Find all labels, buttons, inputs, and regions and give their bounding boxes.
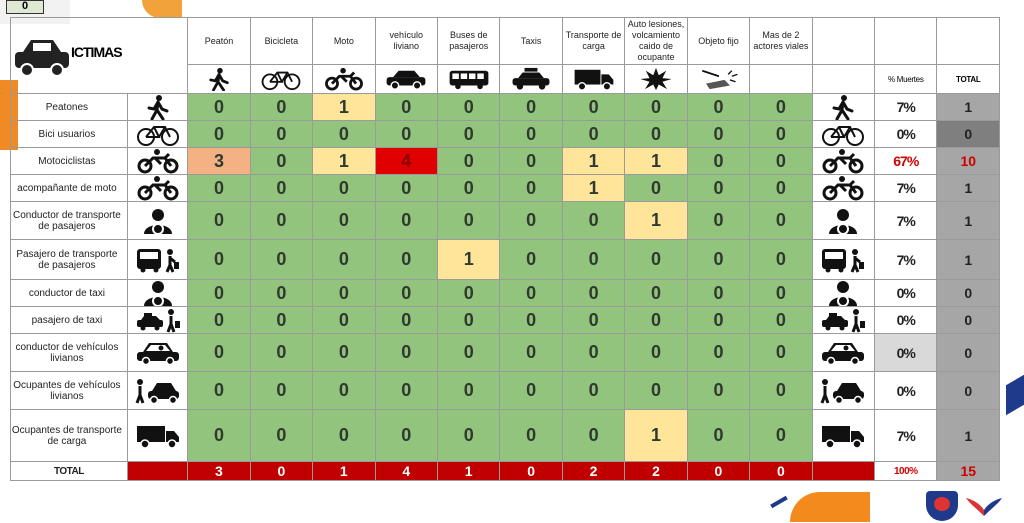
totals-blank: [127, 462, 187, 481]
matrix-cell: 0: [250, 240, 312, 280]
matrix-cell: 0: [687, 410, 749, 462]
matrix-cell: 0: [188, 175, 250, 202]
totals-blank: [812, 462, 874, 481]
car-occupants-icon: [135, 378, 181, 404]
matrix-cell: 0: [375, 175, 437, 202]
row-icon-cell: [127, 202, 187, 240]
column-total: 1: [313, 462, 375, 481]
row-label: conductor de taxi: [11, 280, 128, 307]
column-header-9: Mas de 2 actores viales: [750, 18, 812, 65]
row-icon-cell: [127, 240, 187, 280]
matrix-cell: 0: [250, 307, 312, 334]
motorcycle-icon: [135, 148, 181, 174]
column-total: 2: [625, 462, 687, 481]
matrix-cell: 0: [250, 410, 312, 462]
row-icon-cell: [812, 240, 874, 280]
row-label: Pasajero de transporte de pasajeros: [11, 240, 128, 280]
motorcycle-icon: [321, 67, 367, 91]
matrix-cell: 3: [188, 148, 250, 175]
row-label: Bici usuarios: [11, 121, 128, 148]
matrix-cell: 0: [313, 202, 375, 240]
column-icon-cell: [188, 65, 250, 94]
matrix-cell: 0: [500, 280, 562, 307]
table-row: [11, 280, 1000, 307]
pedestrian-icon: [135, 94, 181, 120]
column-icon-cell: [437, 65, 499, 94]
matrix-cell: 1: [562, 175, 624, 202]
bus-passenger-icon: [820, 247, 866, 273]
matrix-cell: 0: [687, 175, 749, 202]
row-icon-cell: [127, 372, 187, 410]
column-icon-cell: [750, 65, 812, 94]
matrix-cell: 0: [188, 307, 250, 334]
matrix-cell: 0: [375, 372, 437, 410]
matrix-cell: 0: [188, 202, 250, 240]
matrix-cell: 0: [188, 334, 250, 372]
matrix-cell: 0: [437, 94, 499, 121]
matrix-cell: 0: [750, 148, 812, 175]
row-total: 10: [937, 148, 1000, 175]
table-row: [11, 175, 1000, 202]
row-icon-cell: [812, 307, 874, 334]
motorcycle-icon: [135, 175, 181, 201]
matrix-cell: 0: [625, 240, 687, 280]
matrix-cell: 1: [313, 148, 375, 175]
total-header: TOTAL: [937, 65, 1000, 94]
corner-value: 0: [6, 0, 44, 14]
column-header-7: Auto lesiones, volcamiento caido de ocupante: [625, 18, 687, 65]
table-row: [11, 410, 1000, 462]
row-icon-cell: [812, 148, 874, 175]
driver-icon: [135, 280, 181, 306]
car-icon: [383, 67, 429, 91]
matrix-cell: 0: [562, 334, 624, 372]
matrix-cell: 0: [687, 202, 749, 240]
row-icon-cell: [812, 121, 874, 148]
column-header-0: Peatón: [188, 18, 250, 65]
death-percent: 0%: [875, 372, 937, 410]
matrix-cell: 0: [250, 94, 312, 121]
matrix-cell: 0: [188, 94, 250, 121]
bus-passenger-icon: [135, 247, 181, 273]
matrix-cell: 0: [250, 334, 312, 372]
column-icon-cell: [250, 65, 312, 94]
taxi-passenger-icon: [820, 307, 866, 333]
matrix-cell: 0: [562, 240, 624, 280]
matrix-cell: 0: [500, 202, 562, 240]
death-percent: 7%: [875, 202, 937, 240]
decor-blue-right: [1006, 375, 1024, 415]
matrix-cell: 0: [750, 334, 812, 372]
matrix-cell: 0: [313, 334, 375, 372]
matrix-cell: 0: [250, 121, 312, 148]
matrix-cell: 0: [375, 240, 437, 280]
column-icon-cell: [687, 65, 749, 94]
death-percent: 0%: [875, 307, 937, 334]
matrix-cell: 0: [750, 307, 812, 334]
death-percent: 0%: [875, 334, 937, 372]
matrix-cell: 0: [500, 307, 562, 334]
row-icon-cell: [812, 280, 874, 307]
matrix-cell: 0: [500, 372, 562, 410]
matrix-cell: 1: [562, 148, 624, 175]
column-total: 1: [437, 462, 499, 481]
column-total: 0: [750, 462, 812, 481]
column-total: 0: [687, 462, 749, 481]
row-label: Ocupantes de transporte de carga: [11, 410, 128, 462]
table-row: [11, 334, 1000, 372]
matrix-cell: 0: [562, 202, 624, 240]
matrix-cell: 0: [500, 121, 562, 148]
matrix-cell: 0: [437, 334, 499, 372]
matrix-cell: 0: [562, 410, 624, 462]
table-row: [11, 94, 1000, 121]
table-row: [11, 307, 1000, 334]
matrix-cell: 1: [625, 202, 687, 240]
column-icon-cell: [562, 65, 624, 94]
driver-icon: [820, 208, 866, 234]
column-header-2: Moto: [313, 18, 375, 65]
header-blank: [812, 65, 874, 94]
pedestrian-icon: [820, 94, 866, 120]
matrix-cell: 0: [500, 334, 562, 372]
row-icon-cell: [127, 175, 187, 202]
matrix-cell: 0: [562, 280, 624, 307]
matrix-cell: 0: [687, 240, 749, 280]
taxi-icon: [508, 67, 554, 91]
matrix-cell: 1: [313, 94, 375, 121]
bicycle-icon: [135, 121, 181, 147]
matrix-cell: 0: [250, 148, 312, 175]
death-percent: 7%: [875, 94, 937, 121]
matrix-cell: 0: [625, 280, 687, 307]
row-icon-cell: [812, 202, 874, 240]
row-label: Peatones: [11, 94, 128, 121]
death-percent: 0%: [875, 121, 937, 148]
matrix-cell: 0: [313, 307, 375, 334]
matrix-cell: 0: [687, 307, 749, 334]
matrix-cell: 0: [437, 280, 499, 307]
death-percent: 7%: [875, 240, 937, 280]
row-total: 1: [937, 94, 1000, 121]
matrix-cell: 0: [750, 410, 812, 462]
table-row: [11, 121, 1000, 148]
column-total: 0: [500, 462, 562, 481]
table-row: [11, 240, 1000, 280]
totals-percent: 100%: [875, 462, 937, 481]
table-row: [11, 202, 1000, 240]
row-icon-cell: [812, 94, 874, 121]
table-row: [11, 372, 1000, 410]
matrix-cell: 0: [750, 280, 812, 307]
header-blank: [875, 18, 937, 65]
matrix-cell: 0: [188, 372, 250, 410]
row-label: acompañante de moto: [11, 175, 128, 202]
row-icon-cell: [812, 175, 874, 202]
row-total: 0: [937, 372, 1000, 410]
column-icon-cell: [313, 65, 375, 94]
matrix-cell: 0: [500, 148, 562, 175]
bus-icon: [446, 67, 492, 91]
matrix-cell: 0: [188, 240, 250, 280]
totals-row: [11, 462, 1000, 481]
truck-icon: [135, 423, 181, 449]
car-driver-icon: [820, 340, 866, 366]
row-total: 1: [937, 175, 1000, 202]
matrix-cell: 0: [687, 121, 749, 148]
row-icon-cell: [127, 148, 187, 175]
matrix-cell: 0: [437, 175, 499, 202]
bicycle-icon: [820, 121, 866, 147]
taxi-passenger-icon: [135, 307, 181, 333]
header-blank: [937, 18, 1000, 65]
death-percent: 7%: [875, 410, 937, 462]
column-icon-cell: [625, 65, 687, 94]
matrix-cell: 0: [437, 372, 499, 410]
matrix-cell: 0: [625, 372, 687, 410]
matrix-cell: 0: [687, 94, 749, 121]
matrix-cell: 0: [188, 280, 250, 307]
column-total: 3: [188, 462, 250, 481]
matrix-cell: 0: [500, 94, 562, 121]
truck-icon: [571, 67, 617, 91]
decor-orange-bottom: [790, 492, 870, 522]
matrix-cell: 0: [375, 334, 437, 372]
matrix-cell: 0: [437, 307, 499, 334]
matrix-cell: 0: [750, 175, 812, 202]
matrix-cell: 0: [437, 202, 499, 240]
table-row: [11, 148, 1000, 175]
matrix-cell: 0: [750, 94, 812, 121]
row-label: Motociclistas: [11, 148, 128, 175]
row-icon-cell: [127, 94, 187, 121]
row-icon-cell: [812, 334, 874, 372]
victims-title: ICTIMAS: [71, 44, 122, 60]
column-total: 4: [375, 462, 437, 481]
matrix-cell: 0: [687, 334, 749, 372]
column-header-5: Taxis: [500, 18, 562, 65]
matrix-cell: 0: [625, 334, 687, 372]
death-percent: 7%: [875, 175, 937, 202]
row-label: Ocupantes de vehículos livianos: [11, 372, 128, 410]
matrix-cell: 0: [437, 148, 499, 175]
row-icon-cell: [127, 280, 187, 307]
row-icon-cell: [127, 121, 187, 148]
matrix-cell: 0: [375, 280, 437, 307]
row-total: 1: [937, 240, 1000, 280]
column-header-6: Transporte de carga: [562, 18, 624, 65]
car-driver-icon: [135, 340, 181, 366]
matrix-cell: 0: [313, 240, 375, 280]
matrix-cell: 1: [625, 148, 687, 175]
car-occupants-icon: [820, 378, 866, 404]
matrix-cell: 0: [562, 121, 624, 148]
pedestrian-icon: [196, 67, 242, 91]
car-icon: [13, 32, 71, 80]
row-icon-cell: [812, 372, 874, 410]
column-total: 2: [562, 462, 624, 481]
matrix-cell: 0: [188, 121, 250, 148]
matrix-cell: 1: [625, 410, 687, 462]
truck-icon: [820, 423, 866, 449]
matrix-cell: 0: [313, 121, 375, 148]
matrix-cell: 0: [687, 148, 749, 175]
matrix-cell: 0: [750, 202, 812, 240]
matrix-cell: 0: [625, 94, 687, 121]
matrix-cell: 0: [313, 280, 375, 307]
matrix-cell: 0: [375, 307, 437, 334]
column-icon-cell: [500, 65, 562, 94]
row-icon-cell: [127, 410, 187, 462]
matrix-cell: 0: [625, 307, 687, 334]
row-total: 1: [937, 410, 1000, 462]
death-percent: 67%: [875, 148, 937, 175]
column-header-4: Buses de pasajeros: [437, 18, 499, 65]
matrix-cell: 0: [750, 372, 812, 410]
column-icon-cell: [375, 65, 437, 94]
row-label: pasajero de taxi: [11, 307, 128, 334]
header-label-row: [11, 18, 1000, 65]
matrix-cell: 0: [687, 280, 749, 307]
row-icon-cell: [812, 410, 874, 462]
decor-orange-top: [142, 0, 182, 18]
column-total: 0: [250, 462, 312, 481]
bicycle-icon: [258, 67, 304, 91]
splat-icon: [633, 67, 679, 91]
row-total: 0: [937, 334, 1000, 372]
row-total: 0: [937, 121, 1000, 148]
death-percent: 0%: [875, 280, 937, 307]
row-label: conductor de vehículos livianos: [11, 334, 128, 372]
decor-blue-stroke: [770, 496, 788, 508]
column-header-8: Objeto fijo: [687, 18, 749, 65]
matrix-cell: 0: [625, 121, 687, 148]
matrix-cell: 0: [562, 307, 624, 334]
row-icon-cell: [127, 334, 187, 372]
matrix-cell: 0: [375, 94, 437, 121]
matrix-cell: 0: [500, 410, 562, 462]
motorcycle-icon: [820, 175, 866, 201]
matrix-cell: 0: [313, 372, 375, 410]
wings-logo: [966, 494, 1002, 518]
matrix-cell: 0: [562, 94, 624, 121]
matrix-cell: 0: [500, 175, 562, 202]
row-total: 0: [937, 307, 1000, 334]
matrix-cell: 0: [437, 410, 499, 462]
header-blank: [812, 18, 874, 65]
victims-title-cell: [11, 18, 188, 94]
matrix-cell: 1: [437, 240, 499, 280]
matrix-cell: 0: [687, 372, 749, 410]
driver-icon: [135, 208, 181, 234]
driver-icon: [820, 280, 866, 306]
row-total: 0: [937, 280, 1000, 307]
matrix-cell: 0: [750, 121, 812, 148]
matrix-cell: 0: [375, 121, 437, 148]
matrix-cell: 0: [750, 240, 812, 280]
matrix-cell: 0: [375, 410, 437, 462]
matrix-cell: 0: [250, 280, 312, 307]
matrix-cell: 0: [500, 240, 562, 280]
pct-header: % Muertes: [875, 65, 937, 94]
matrix-cell: 0: [313, 175, 375, 202]
motorcycle-icon: [820, 148, 866, 174]
grand-total: 15: [937, 462, 1000, 481]
matrix-cell: 0: [562, 372, 624, 410]
victims-matrix-table: [10, 17, 1000, 481]
police-shield-logo: [926, 491, 958, 521]
matrix-cell: 0: [313, 410, 375, 462]
totals-label: TOTAL: [11, 462, 128, 481]
matrix-cell: 0: [250, 202, 312, 240]
row-label: Conductor de transporte de pasajeros: [11, 202, 128, 240]
column-header-1: Bicicleta: [250, 18, 312, 65]
matrix-cell: 4: [375, 148, 437, 175]
matrix-cell: 0: [188, 410, 250, 462]
crash-icon: [695, 67, 741, 91]
matrix-cell: 0: [250, 372, 312, 410]
matrix-cell: 0: [375, 202, 437, 240]
row-icon-cell: [127, 307, 187, 334]
column-header-3: vehículo liviano: [375, 18, 437, 65]
matrix-cell: 0: [625, 175, 687, 202]
matrix-cell: 0: [437, 121, 499, 148]
row-total: 1: [937, 202, 1000, 240]
matrix-cell: 0: [250, 175, 312, 202]
